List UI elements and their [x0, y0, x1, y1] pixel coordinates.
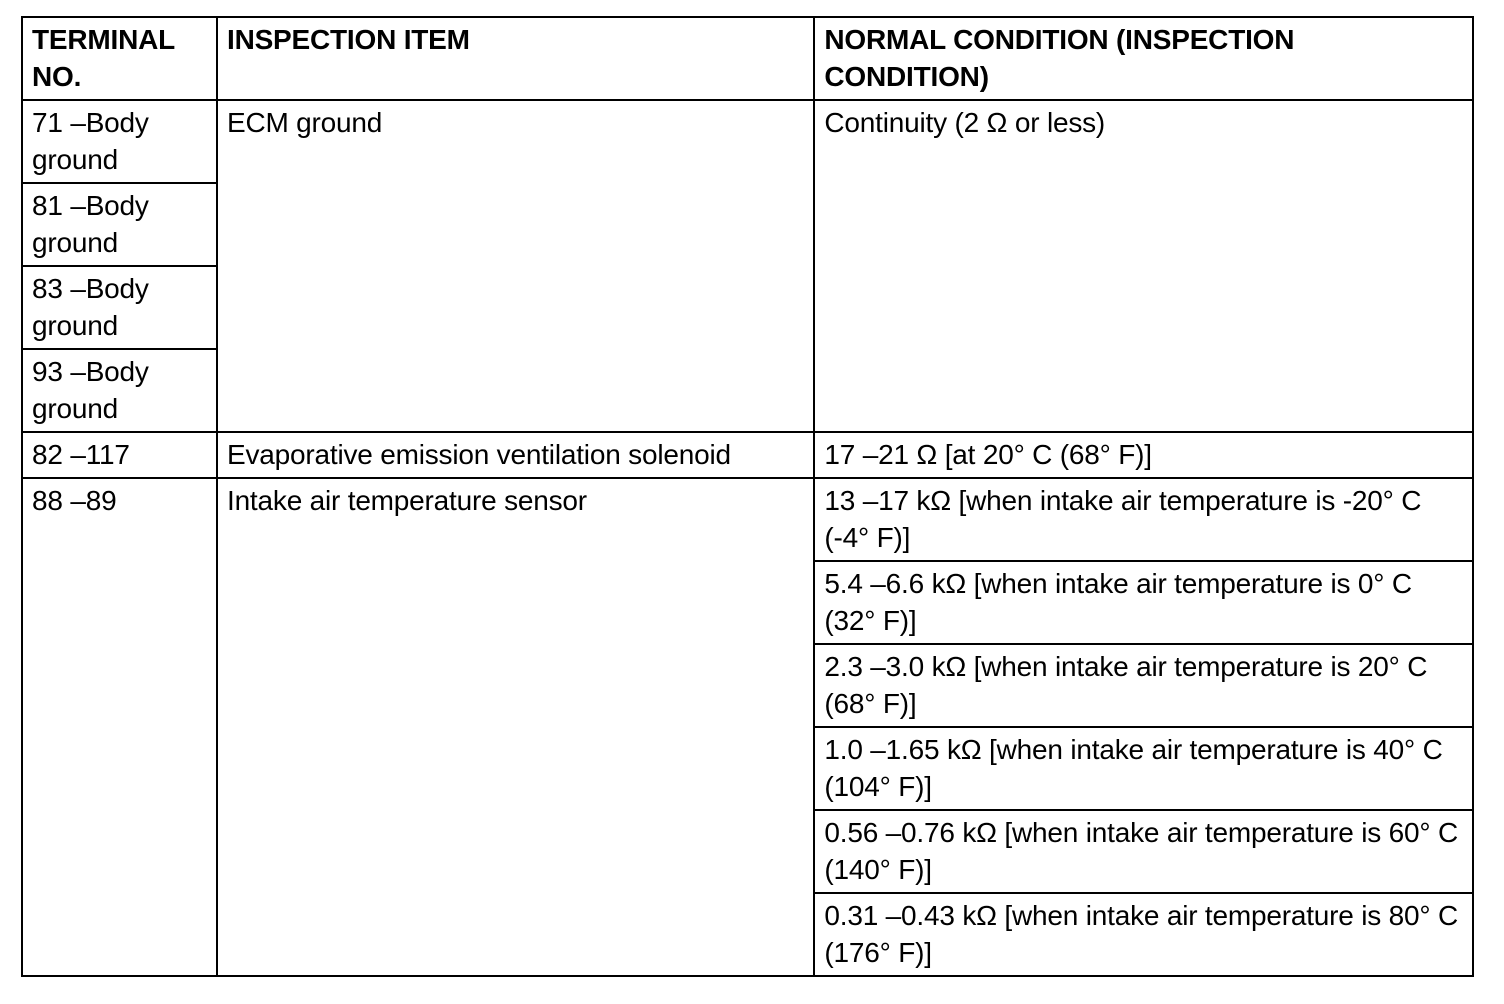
condition-cell: 1.0 –1.65 kΩ [when intake air temperature is 40° C (104° F)] [814, 727, 1473, 810]
condition-cell: 0.56 –0.76 kΩ [when intake air temperature is 60° C (140° F)] [814, 810, 1473, 893]
terminal-cell: 83 –Body ground [22, 266, 217, 349]
inspection-item-cell: ECM ground [217, 100, 814, 432]
inspection-item-cell: Intake air temperature sensor [217, 478, 814, 976]
header-row [22, 17, 1473, 100]
inspection-item-cell: Evaporative emission ventilation solenoid [217, 432, 814, 478]
table-row [22, 478, 1473, 561]
condition-cell: 17 –21 Ω [at 20° C (68° F)] [814, 432, 1473, 478]
table-row [22, 100, 1473, 183]
terminal-cell: 82 –117 [22, 432, 217, 478]
table-row [22, 432, 1473, 478]
terminal-cell: 81 –Body ground [22, 183, 217, 266]
header-terminal: TERMINAL NO. [22, 17, 217, 100]
condition-cell: 0.31 –0.43 kΩ [when intake air temperature is 80° C (176° F)] [814, 893, 1473, 976]
header-inspection-item: INSPECTION ITEM [217, 17, 814, 100]
condition-cell: Continuity (2 Ω or less) [814, 100, 1473, 432]
terminal-cell: 88 –89 [22, 478, 217, 976]
header-normal-condition: NORMAL CONDITION (INSPECTION CONDITION) [814, 17, 1473, 100]
terminal-cell: 93 –Body ground [22, 349, 217, 432]
condition-cell: 5.4 –6.6 kΩ [when intake air temperature is 0° C (32° F)] [814, 561, 1473, 644]
terminal-cell: 71 –Body ground [22, 100, 217, 183]
inspection-table [21, 16, 1474, 977]
condition-cell: 13 –17 kΩ [when intake air temperature is -20° C (-4° F)] [814, 478, 1473, 561]
condition-cell: 2.3 –3.0 kΩ [when intake air temperature is 20° C (68° F)] [814, 644, 1473, 727]
